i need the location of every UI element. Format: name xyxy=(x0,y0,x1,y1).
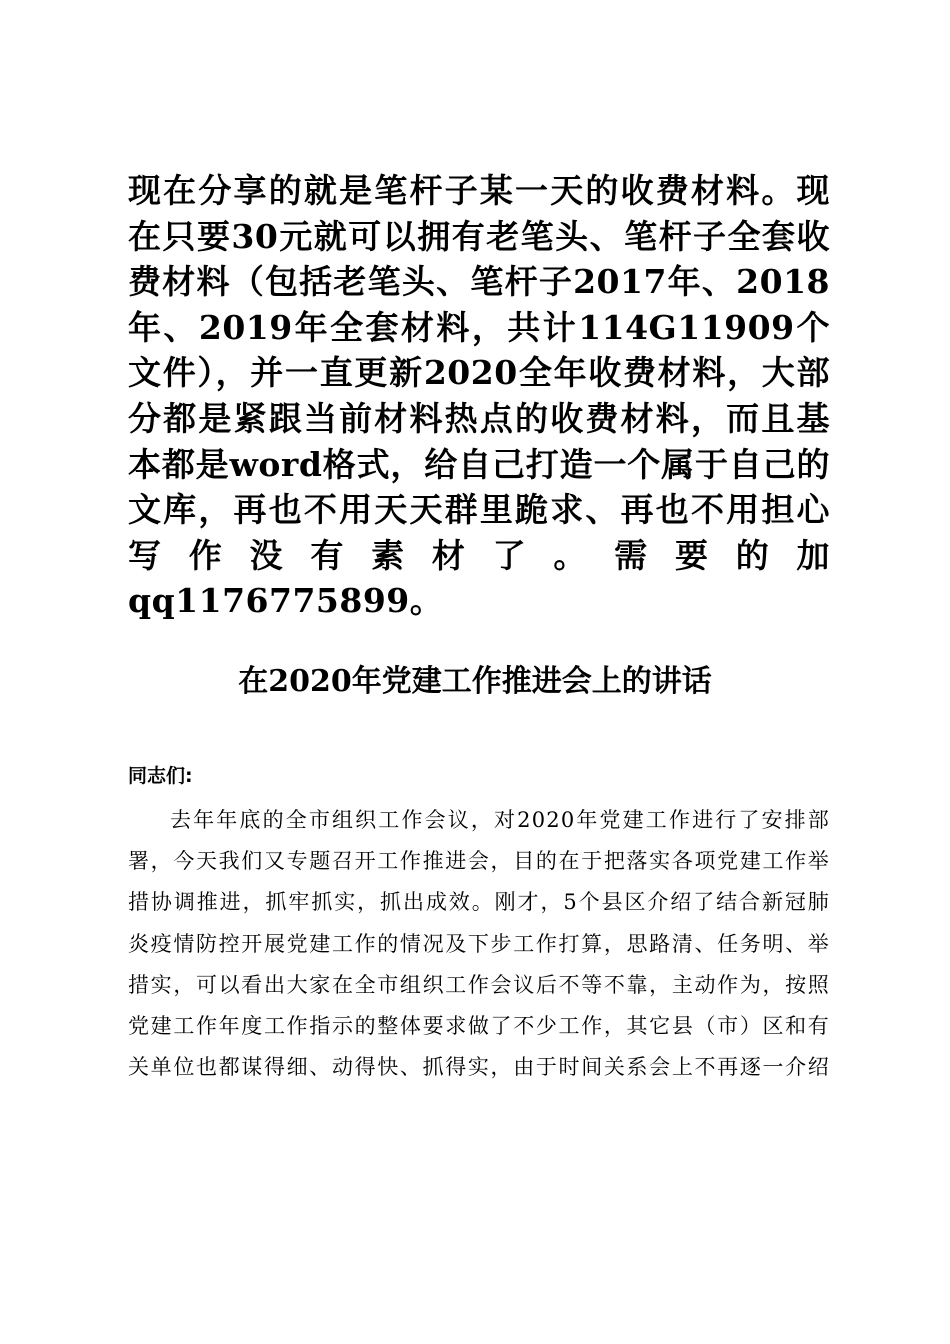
document-title: 在2020年党建工作推进会上的讲话 xyxy=(238,664,712,699)
salutation: 同志们: xyxy=(128,765,193,787)
body-paragraph: 去年年底的全市组织工作会议，对2020年党建工作进行了安排部署，今天我们又专题召开工作推进会，目的在于把落实各项党建工作举措协调推进，抓牢抓实，抓出成效。刚才，5个县区介绍了结合新冠肺炎疫情防控开展党建工作的情况及下步工作打算，思路清、任务明、举措实，可以看出大家在全市组织工作会议后不等不靠，主动作为，按照党建工作年度工作指示的整体要求做了不少工作，其它县（市）区和有关单位也都谋得细、动得快、抓得实，由于时间关系会上不再逐一介绍 xyxy=(128,808,830,1080)
promo-paragraph: 现在分享的就是笔杆子某一天的收费材料。现在只要30元就可以拥有老笔头、笔杆子全套收费材料（包括老笔头、笔杆子2017年、2018年、2019年全套材料，共计114G11909个文件），并一直更新2020全年收费材料，大部分都是紧跟当前材料热点的收费材料，而且基本都是word格式，给自己打造一个属于自己的文库，再也不用天天群里跪求、再也不用担心写作没有素材了。需要的加qq1176775899。 xyxy=(128,171,830,621)
